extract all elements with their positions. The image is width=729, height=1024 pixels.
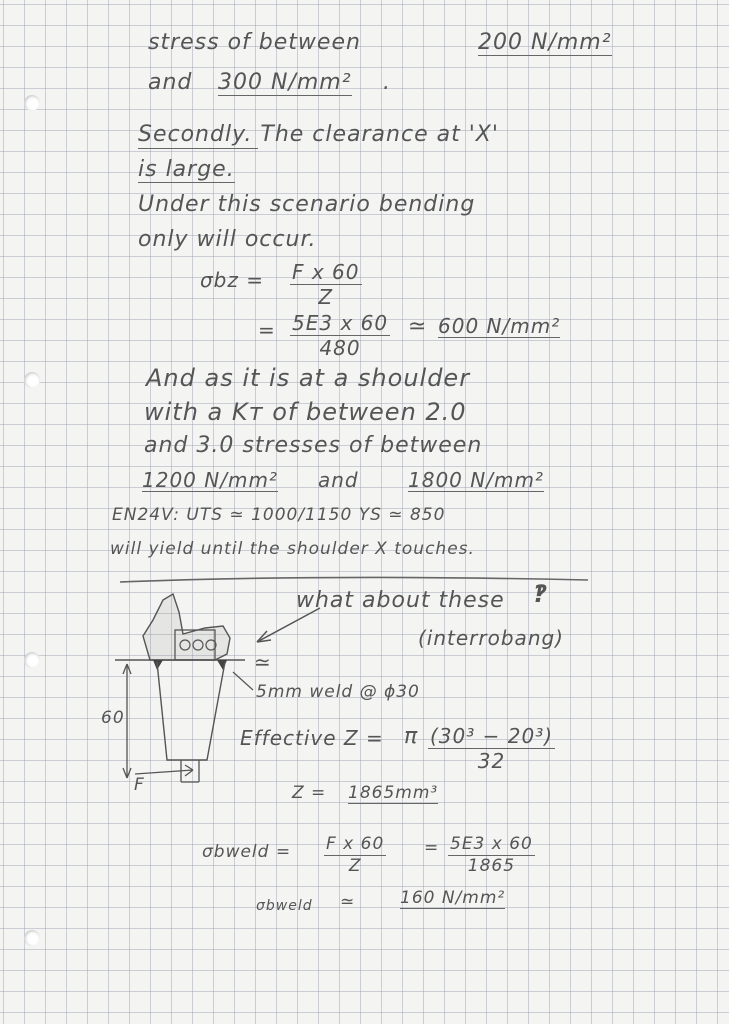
punch-hole-2 [24, 372, 40, 388]
dimension-label-60: 60 [101, 708, 125, 728]
line-2-text: and [148, 70, 193, 95]
eff-z-fraction [428, 726, 555, 771]
weld-leader [233, 672, 253, 690]
line-3-text: Secondly. The clearance at 'X' [138, 122, 499, 147]
bw-fraction-2 [448, 836, 535, 875]
question-text: what about these [296, 588, 505, 613]
section-divider [118, 570, 590, 586]
line-12-text: will yield until the shoulder X touches. [110, 539, 475, 559]
eq2-numerator: 5E3 x 60 [292, 311, 389, 335]
eff-z-pi: π [404, 724, 419, 749]
force-label: F [134, 775, 145, 795]
eq2-fraction [290, 313, 390, 358]
z-lhs: Z = [292, 783, 327, 803]
eff-z-denominator: 32 [477, 749, 506, 773]
pointer-arrow [257, 608, 320, 642]
eq2-equals: = [258, 318, 276, 342]
punch-hole-1 [24, 95, 40, 111]
weld-spec: 5mm weld @ ϕ30 [256, 682, 420, 702]
bw2-approx: ≃ [340, 892, 356, 912]
pointer-arrowhead [257, 631, 271, 642]
bw-lhs: σbweld = [202, 842, 292, 862]
eq2-approx: ≃ [408, 314, 428, 339]
eq2-denominator: 480 [319, 336, 361, 360]
weld-approx-mark: ≃ [254, 650, 272, 674]
weld-fillet-right [217, 660, 227, 670]
line-3-underline [138, 148, 258, 149]
eff-z-lhs: Effective Z = [240, 726, 384, 750]
bw-equals: = [424, 838, 440, 858]
divider-stroke [120, 577, 588, 582]
bw-numerator-2: 5E3 x 60 [450, 834, 533, 854]
eq1-fraction [290, 262, 362, 307]
eq1-lhs: σbz = [200, 268, 264, 292]
line-6-text: only will occur. [138, 227, 317, 252]
line-10-value-2: 1800 N/mm² [408, 468, 544, 492]
line-10-text: and [318, 468, 359, 492]
line-10-value-1: 1200 N/mm² [142, 468, 278, 492]
line-1-text: stress of between [148, 30, 361, 55]
bw2-value: 160 N/mm² [400, 888, 506, 908]
eq2-result: 600 N/mm² [438, 314, 561, 338]
line-9-text: and 3.0 stresses of between [144, 433, 483, 458]
bw2-lhs: σbweld [256, 898, 313, 914]
interrobang-mark: ‽ [533, 580, 548, 608]
body-outline [157, 662, 225, 760]
line-4-text: is large. [138, 157, 235, 182]
line-2-value: 300 N/mm² [218, 70, 352, 95]
force-arrow [135, 770, 193, 774]
line-11-material: EN24V: UTS ≃ 1000/1150 YS ≃ 850 [112, 505, 446, 525]
interrobang-note: (interrobang) [418, 626, 564, 650]
bw-fraction-1 [324, 836, 386, 875]
punch-hole-4 [24, 930, 40, 946]
punch-hole-3 [24, 652, 40, 668]
line-8-text: with a Kᴛ of between 2.0 [144, 398, 467, 426]
z-value: 1865mm³ [348, 783, 439, 803]
bw-denominator-2: 1865 [467, 856, 516, 876]
eq1-numerator: F x 60 [292, 260, 360, 284]
eq1-denominator: Z [318, 285, 334, 309]
bw-denominator-1: Z [348, 856, 362, 876]
line-5-text: Under this scenario bending [138, 192, 476, 217]
line-1-value: 200 N/mm² [478, 30, 612, 55]
weld-sketch [95, 590, 335, 803]
line-2-period: . [383, 70, 391, 95]
line-7-text: And as it is at a shoulder [146, 364, 471, 392]
eff-z-numerator: (30³ − 20³) [430, 724, 554, 748]
bw-numerator-1: F x 60 [326, 834, 385, 854]
